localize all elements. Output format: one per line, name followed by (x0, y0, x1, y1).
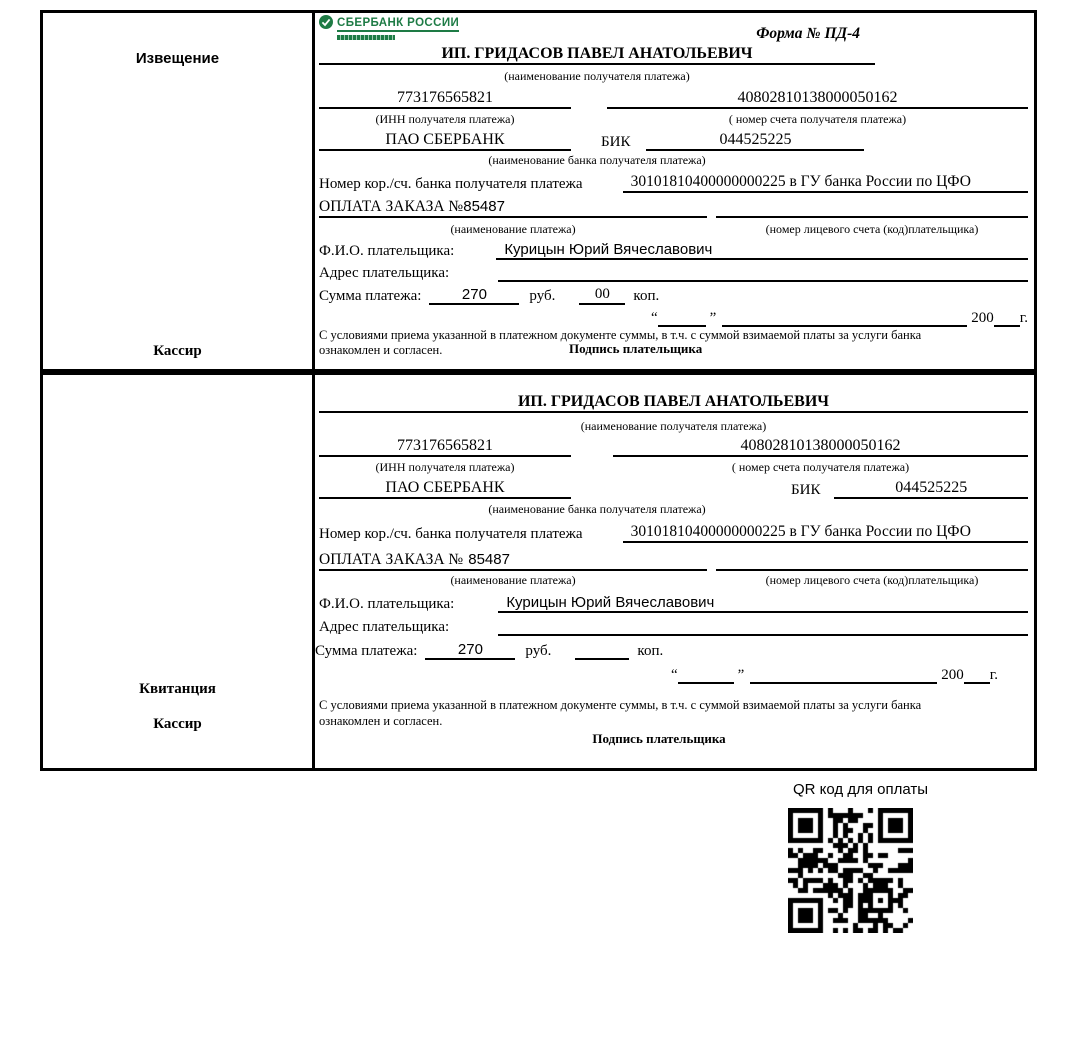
notice-title: Извещение (135, 50, 220, 67)
recipient-name-field (319, 393, 1028, 413)
sum-kop-field: 00 (579, 286, 625, 305)
date-open-quote: “ (671, 667, 678, 683)
date-day-field (658, 325, 706, 327)
fio-label: Ф.И.О. плательщика: (319, 243, 455, 259)
agreement-line2 (319, 343, 1028, 357)
signature-row (319, 731, 1028, 747)
sberbank-emblem-icon (319, 15, 333, 34)
fio-field: Курицын Юрий Вячеславович (498, 594, 1028, 613)
recipient-name: ИП. ГРИДАСОВ ПАВЕЛ АНАТОЛЬЕВИЧ (441, 45, 753, 62)
kop-label: коп. (637, 643, 664, 659)
address-field (498, 634, 1028, 636)
payment-prefix: ОПЛАТА ЗАКАЗА № (319, 551, 464, 568)
sberbank-logo (319, 15, 459, 40)
payment-name-row (319, 195, 1028, 218)
date-year-field (994, 325, 1020, 327)
address-row (319, 260, 1028, 282)
notice-side-column (43, 13, 315, 369)
address-row (319, 614, 1028, 636)
recipient-name-field (319, 45, 875, 65)
sum-kop-field (575, 658, 629, 660)
agreement-line1: С условиями приема указанной в платежном документе суммы, в т.ч. с суммой взимаемой платы за услуги банка (319, 698, 922, 712)
payment-order-number: 85487 (463, 198, 505, 215)
inn-account-captions (319, 460, 1028, 475)
recipient-caption-row (319, 419, 1028, 434)
bank-caption: (наименование банка получателя платежа) (488, 153, 706, 167)
date-close-quote: ” (737, 667, 745, 683)
recipient-caption-row (319, 69, 1028, 84)
date-row (671, 660, 998, 684)
signature-label: Подпись плательщика (569, 341, 703, 357)
payer-account-caption: (номер лицевого счета (код)плательщика) (765, 573, 979, 587)
date-year-prefix: 200 (971, 310, 994, 326)
inn-caption: (ИНН получателя платежа) (375, 112, 515, 126)
cashier-label: Кассир (153, 716, 202, 732)
date-year-suffix: г. (989, 667, 998, 683)
recipient-row (319, 41, 1028, 65)
agreement-line2: ознакомлен и согласен. (319, 714, 443, 728)
notice-section (40, 10, 1037, 372)
date-year-field (964, 682, 990, 684)
sberbank-logo-text: СБЕРБАНК РОССИИ (337, 17, 459, 32)
bank-bik-row (319, 127, 1028, 151)
recipient-caption: (наименование получателя платежа) (504, 69, 690, 83)
form-number-label: Форма № ПД-4 (756, 25, 860, 42)
account-field: 40802810138000050162 (613, 437, 1028, 457)
qr-code-label: QR код для оплаты (792, 781, 928, 798)
signature-label: Подпись плательщика (592, 731, 726, 746)
rub-label: руб. (529, 288, 556, 304)
inn-caption: (ИНН получателя платежа) (375, 460, 515, 474)
recipient-caption: (наименование получателя платежа) (580, 419, 767, 433)
fio-label: Ф.И.О. плательщика: (319, 596, 455, 612)
payment-name-row (319, 548, 1028, 571)
inn-field: 773176565821 (319, 89, 571, 109)
qr-code (788, 808, 913, 933)
corr-row (319, 169, 1028, 193)
payment-name-field (319, 198, 707, 218)
date-year-prefix: 200 (941, 667, 964, 683)
bank-caption-row (319, 502, 1028, 517)
bik-field: 044525225 (646, 131, 864, 151)
payment-name-field (319, 551, 707, 571)
date-row (651, 303, 1028, 327)
recipient-row (319, 389, 1028, 413)
corr-label: Номер кор./сч. банка получателя платежа (319, 526, 583, 542)
payer-account-caption: (номер лицевого счета (код)плательщика) (765, 222, 979, 236)
bik-label: БИК (601, 134, 631, 150)
corr-account-field: 30101810400000000225 в ГУ банка России по ЦФО (623, 173, 1028, 193)
kop-label: коп. (633, 288, 660, 304)
date-open-quote: “ (651, 310, 658, 326)
rub-label: руб. (525, 643, 552, 659)
address-label: Адрес плательщика: (319, 265, 450, 281)
payment-caption: (наименование платежа) (450, 573, 576, 587)
account-field: 40802810138000050162 (607, 89, 1028, 109)
bank-caption-row (319, 153, 1028, 168)
account-caption: ( номер счета получателя платежа) (728, 112, 907, 126)
account-caption: ( номер счета получателя платежа) (731, 460, 910, 474)
bank-name-field: ПАО СБЕРБАНК (319, 131, 571, 151)
sum-rub-field: 270 (425, 641, 515, 660)
bank-name-field: ПАО СБЕРБАНК (319, 479, 571, 499)
sum-label: Сумма платежа: (315, 643, 418, 659)
header-row (319, 15, 1028, 41)
inn-account-captions (319, 112, 1028, 127)
cashier-label: Кассир (153, 343, 202, 359)
receipt-title: Квитанция (139, 681, 216, 697)
receipt-section (40, 372, 1037, 771)
payment-captions-row (319, 573, 1028, 588)
recipient-name: ИП. ГРИДАСОВ ПАВЕЛ АНАТОЛЬЕВИЧ (517, 393, 830, 410)
inn-account-row (319, 435, 1028, 457)
receipt-side-column (43, 375, 315, 768)
payer-account-field (716, 216, 1028, 218)
bank-bik-row (319, 477, 1028, 499)
fio-row (319, 591, 1028, 613)
date-close-quote: ” (709, 310, 717, 326)
corr-label: Номер кор./сч. банка получателя платежа (319, 176, 583, 192)
sum-row (319, 282, 1028, 305)
date-month-field (722, 325, 967, 327)
sum-label: Сумма платежа: (319, 288, 422, 304)
fio-row (319, 237, 1028, 260)
inn-account-row (319, 85, 1028, 109)
sum-row (315, 637, 1028, 660)
payment-order-number: 85487 (468, 551, 510, 568)
address-label: Адрес плательщика: (319, 619, 450, 635)
corr-row (319, 521, 1028, 543)
fio-field: Курицын Юрий Вячеславович (496, 241, 1028, 260)
payer-account-field (716, 569, 1028, 571)
bik-field: 044525225 (834, 479, 1028, 499)
payment-captions-row (319, 222, 1028, 237)
corr-account-field: 30101810400000000225 в ГУ банка России по ЦФО (623, 523, 1028, 543)
date-year-suffix: г. (1019, 310, 1028, 326)
receipt-content (315, 375, 1034, 768)
sum-rub-field: 270 (429, 286, 519, 305)
inn-field: 773176565821 (319, 437, 571, 457)
payment-caption: (наименование платежа) (450, 222, 576, 236)
agreement-text: ознакомлен и согласен. (319, 343, 443, 357)
date-day-field (678, 682, 734, 684)
bik-label: БИК (791, 482, 821, 498)
sberbank-logo-bar (337, 35, 395, 40)
bank-caption: (наименование банка получателя платежа) (488, 502, 706, 516)
date-month-field (750, 682, 937, 684)
payment-prefix: ОПЛАТА ЗАКАЗА № (319, 198, 464, 215)
notice-content (315, 13, 1034, 369)
agreement-line1: С условиями приема указанной в платежном документе суммы, в т.ч. с суммой взимаемой платы за услуги банка (319, 328, 922, 342)
